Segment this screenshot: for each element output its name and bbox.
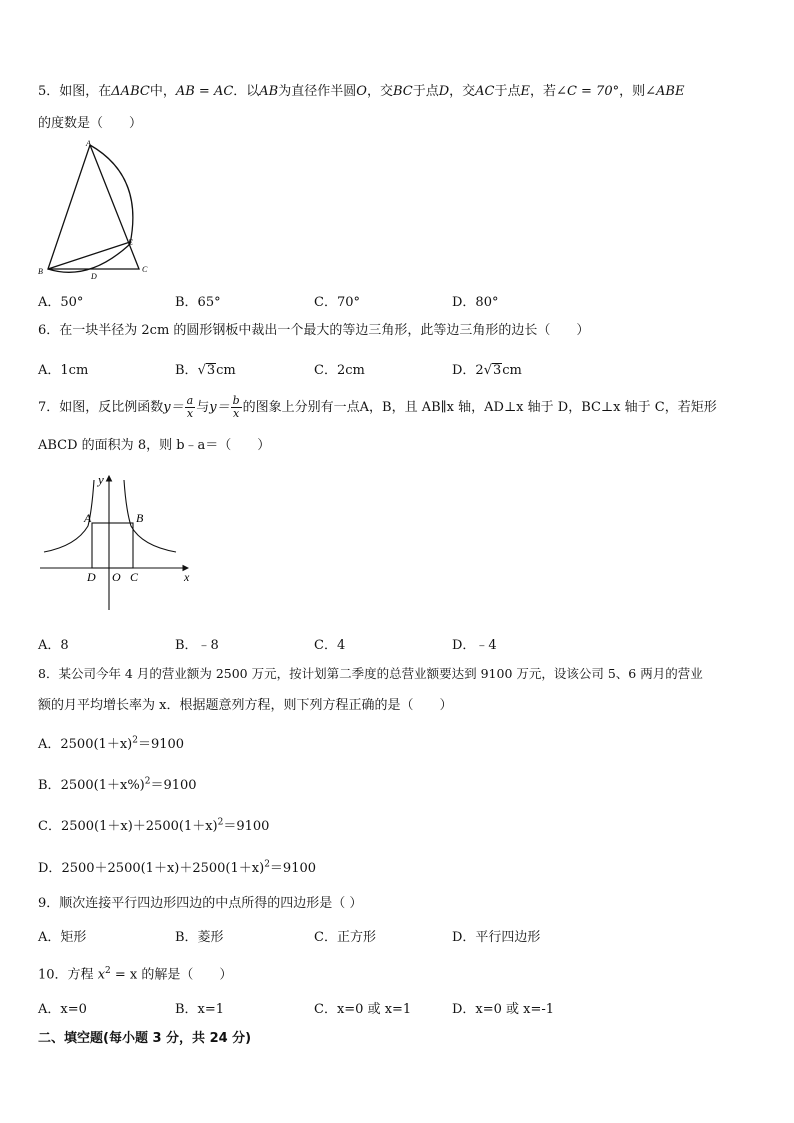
- section-heading-fill-in: 二、填空题(每小题 3 分，共 24 分): [38, 1031, 252, 1046]
- q10-option-b: B．x=1: [175, 1002, 225, 1017]
- q8-option-d: D．$2500+2500(1+x)+2500(1+x)^2=9100$: [38, 859, 317, 876]
- label-y: y: [98, 472, 104, 487]
- q10-option-d: D．x=0 或 x=-1: [452, 1002, 555, 1017]
- q10-option-a: A．x=0: [38, 1002, 87, 1017]
- segment-be: [48, 242, 130, 269]
- q8-option-a: A．$2500(1+x)^2=9100$: [38, 735, 185, 752]
- q7-line1: 7．如图，反比例函数y＝ $\frac{a}{x}$ 与y＝ $\frac{b}{x}$ 的图象上分别有一点A，B，且 AB∥x 轴，AD⊥x 轴于 D，BC⊥x 轴于 C，若矩形: [38, 394, 717, 420]
- q5-figure: [34, 136, 164, 281]
- q5-option-a: A．50°: [38, 295, 84, 310]
- q8-option-c: C．$2500(1+x)+2500(1+x)^2=9100$: [38, 817, 270, 834]
- q6-option-a: A．1cm: [38, 363, 89, 378]
- q7-option-a: A．8: [38, 638, 69, 653]
- q7-option-b: B．﹣8: [175, 638, 219, 653]
- q7-figure: [36, 470, 196, 616]
- q5-option-d: D．80°: [452, 295, 499, 310]
- q5-option-b: B．65°: [175, 295, 221, 310]
- q9-option-d: D．平行四边形: [452, 930, 541, 945]
- q7-option-d: D．﹣4: [452, 638, 497, 653]
- fraction-a-over-x: $\frac{a}{x}$: [186, 394, 194, 420]
- q8-line1: 8．某公司今年 4 月的营业额为 2500 万元，按计划第二季度的总营业额要达到 9100 万元，设该公司 5、6 两月的营业: [38, 666, 703, 681]
- q8-line2: 额的月平均增长率为 x．根据题意列方程，则下列方程正确的是（ ）: [38, 698, 453, 713]
- q6-option-d: D．2√3cm: [452, 363, 522, 378]
- label-b: B: [136, 511, 144, 525]
- label-o: O: [112, 570, 121, 584]
- curve-b-over-x: [124, 480, 176, 552]
- label-a: A: [86, 139, 91, 148]
- q6-option-c: C．2cm: [314, 363, 365, 378]
- label-x: x: [184, 570, 190, 584]
- arc-bd: [48, 244, 130, 272]
- fraction-b-over-x: $\frac{b}{x}$: [232, 394, 240, 420]
- q6-option-b: B．√3cm: [175, 363, 236, 378]
- label-e: E: [128, 238, 133, 247]
- q9-text: 9．顺次连接平行四边形四边的中点所得的四边形是（ ）: [38, 896, 363, 911]
- q9-option-c: C．正方形: [314, 930, 376, 945]
- q10-text: 10．方程 $x^2 = x$ 的解是（ ）: [38, 966, 233, 983]
- q10-option-c: C．x=0 或 x=1: [314, 1002, 412, 1017]
- q5-option-c: C．70°: [314, 295, 360, 310]
- label-c: C: [130, 570, 139, 584]
- label-d: D: [87, 570, 96, 584]
- q7-option-c: C．4: [314, 638, 346, 653]
- label-c: C: [142, 265, 148, 274]
- q9-option-b: B．菱形: [175, 930, 224, 945]
- label-a: A: [84, 511, 92, 525]
- q6-text: 6．在一块半径为 2cm 的圆形钢板中裁出一个最大的等边三角形，此等边三角形的边长（ ）: [38, 323, 590, 338]
- triangle-abc: [48, 145, 139, 269]
- q8-option-b: B．$2500(1+x\%)^2=9100$: [38, 776, 197, 793]
- q5-line2: 的度数是（ ）: [38, 116, 143, 131]
- q9-option-a: A．矩形: [38, 930, 87, 945]
- label-b: B: [38, 267, 43, 276]
- q7-line2: ABCD 的面积为 8，则 b﹣a＝（ ）: [38, 438, 271, 453]
- rectangle-abcd: [92, 523, 133, 568]
- q5-line1: 5．如图，在ΔABC中，AB = AC．以AB为直径作半圆O，交BC于点D，交AC于点E，若∠C = 70°，则∠ABE: [38, 84, 685, 99]
- label-d: D: [91, 272, 97, 281]
